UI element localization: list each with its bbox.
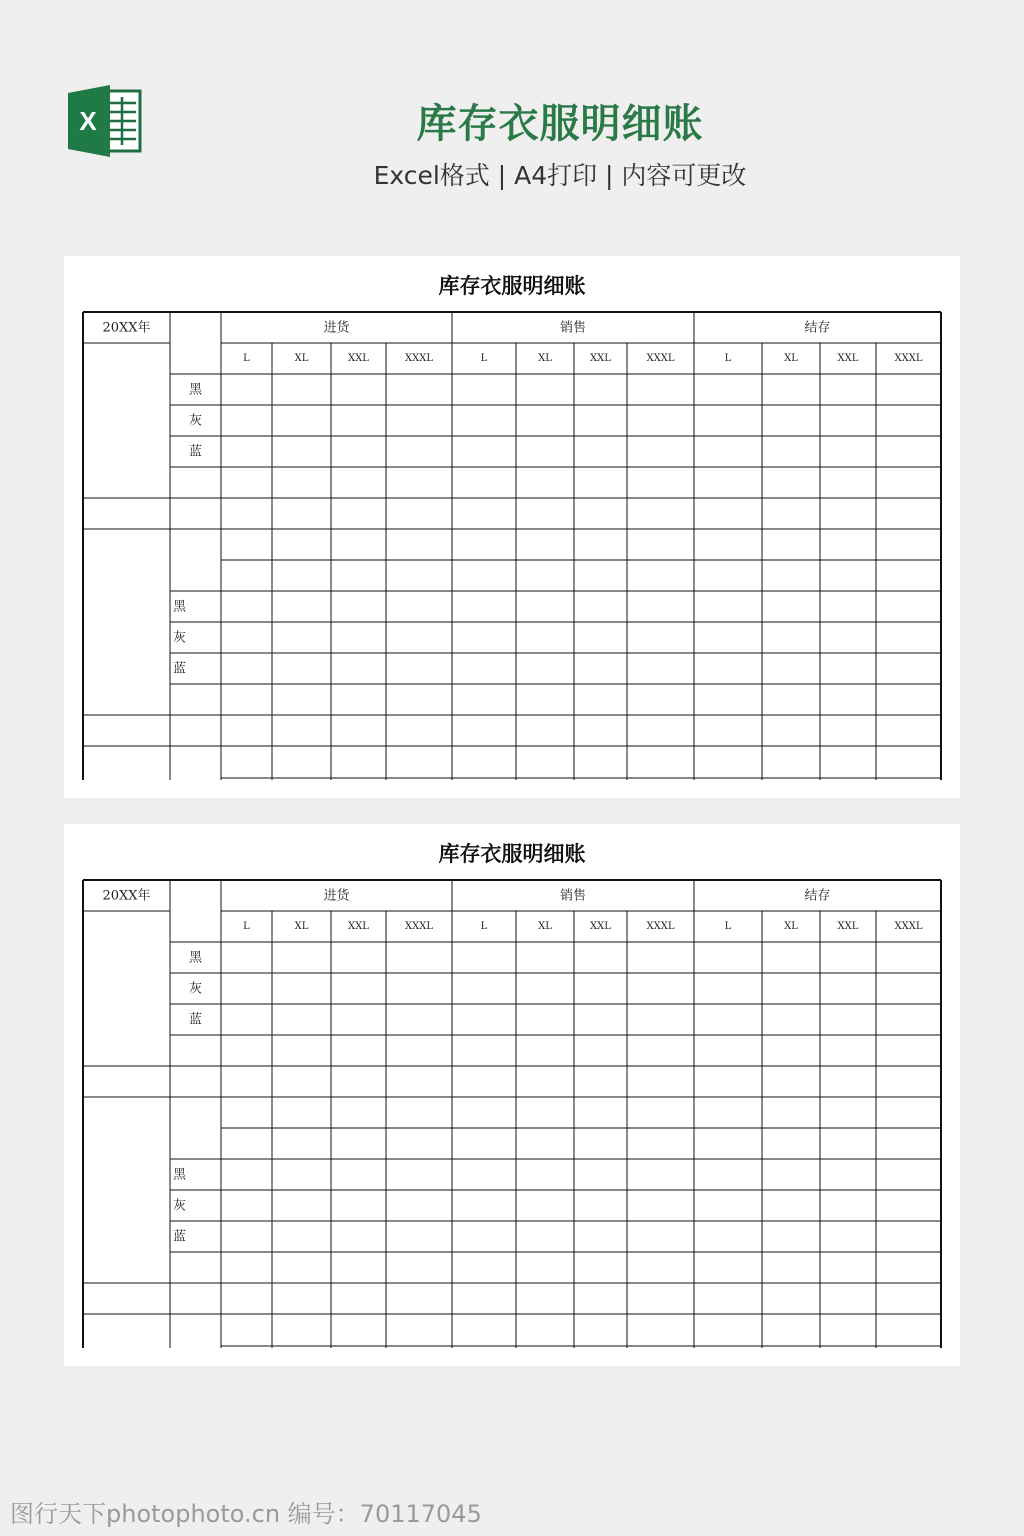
size-header: XL <box>784 352 798 364</box>
color-label: 灰 <box>188 413 203 428</box>
color-label: 黑 <box>188 950 203 965</box>
size-header: XXL <box>837 352 859 364</box>
year-label: 20XX年 <box>102 320 151 335</box>
size-header: XXXL <box>646 352 675 364</box>
sheet-title: 库存衣服明细账 <box>438 841 586 866</box>
size-header: XXL <box>348 352 369 364</box>
ledger-grid <box>64 824 960 1366</box>
size-header: L <box>724 920 732 932</box>
size-header: XXXL <box>646 920 675 932</box>
page-title: 库存衣服明细账 <box>416 101 704 147</box>
color-label: 蓝 <box>188 444 203 459</box>
excel-icon <box>66 85 142 157</box>
page-subtitle: Excel格式 | A4打印 | 内容可更改 <box>373 161 747 190</box>
size-header: XL <box>538 920 552 932</box>
year-label: 20XX年 <box>102 888 151 903</box>
group-header: 进货 <box>323 888 350 903</box>
size-header: L <box>243 352 250 364</box>
color-label: 灰 <box>188 981 203 996</box>
color-label: 蓝 <box>173 1229 187 1244</box>
size-header: L <box>480 920 488 932</box>
sheet-title: 库存衣服明细账 <box>438 273 586 298</box>
color-label: 黑 <box>173 1167 187 1182</box>
size-header: L <box>480 352 488 364</box>
size-header: XL <box>294 352 309 364</box>
group-header: 销售 <box>559 888 587 903</box>
ledger-sheet <box>64 256 960 798</box>
size-header: XXXL <box>894 352 923 364</box>
size-header: XXXL <box>405 352 433 364</box>
size-header: L <box>724 352 732 364</box>
ledger-sheet <box>64 824 960 1366</box>
size-header: XL <box>784 920 798 932</box>
group-header: 结存 <box>804 888 831 903</box>
size-header: XL <box>538 352 552 364</box>
size-header: XXL <box>837 920 859 932</box>
size-header: XXXL <box>894 920 923 932</box>
color-label: 灰 <box>173 630 187 645</box>
size-header: XXL <box>348 920 369 932</box>
svg-text:X: X <box>79 106 97 136</box>
group-header: 结存 <box>804 320 831 335</box>
ledger-grid <box>64 256 960 798</box>
size-header: XXL <box>590 352 611 364</box>
color-label: 灰 <box>173 1198 187 1213</box>
color-label: 蓝 <box>173 661 187 676</box>
size-header: L <box>243 920 250 932</box>
size-header: XXXL <box>405 920 433 932</box>
group-header: 进货 <box>323 320 350 335</box>
group-header: 销售 <box>559 320 587 335</box>
size-header: XL <box>294 920 309 932</box>
watermark-text: 图行天下photophoto.cn 编号：70117045 <box>10 1500 482 1528</box>
color-label: 黑 <box>188 382 203 397</box>
size-header: XXL <box>590 920 611 932</box>
color-label: 黑 <box>173 599 187 614</box>
color-label: 蓝 <box>188 1012 203 1027</box>
